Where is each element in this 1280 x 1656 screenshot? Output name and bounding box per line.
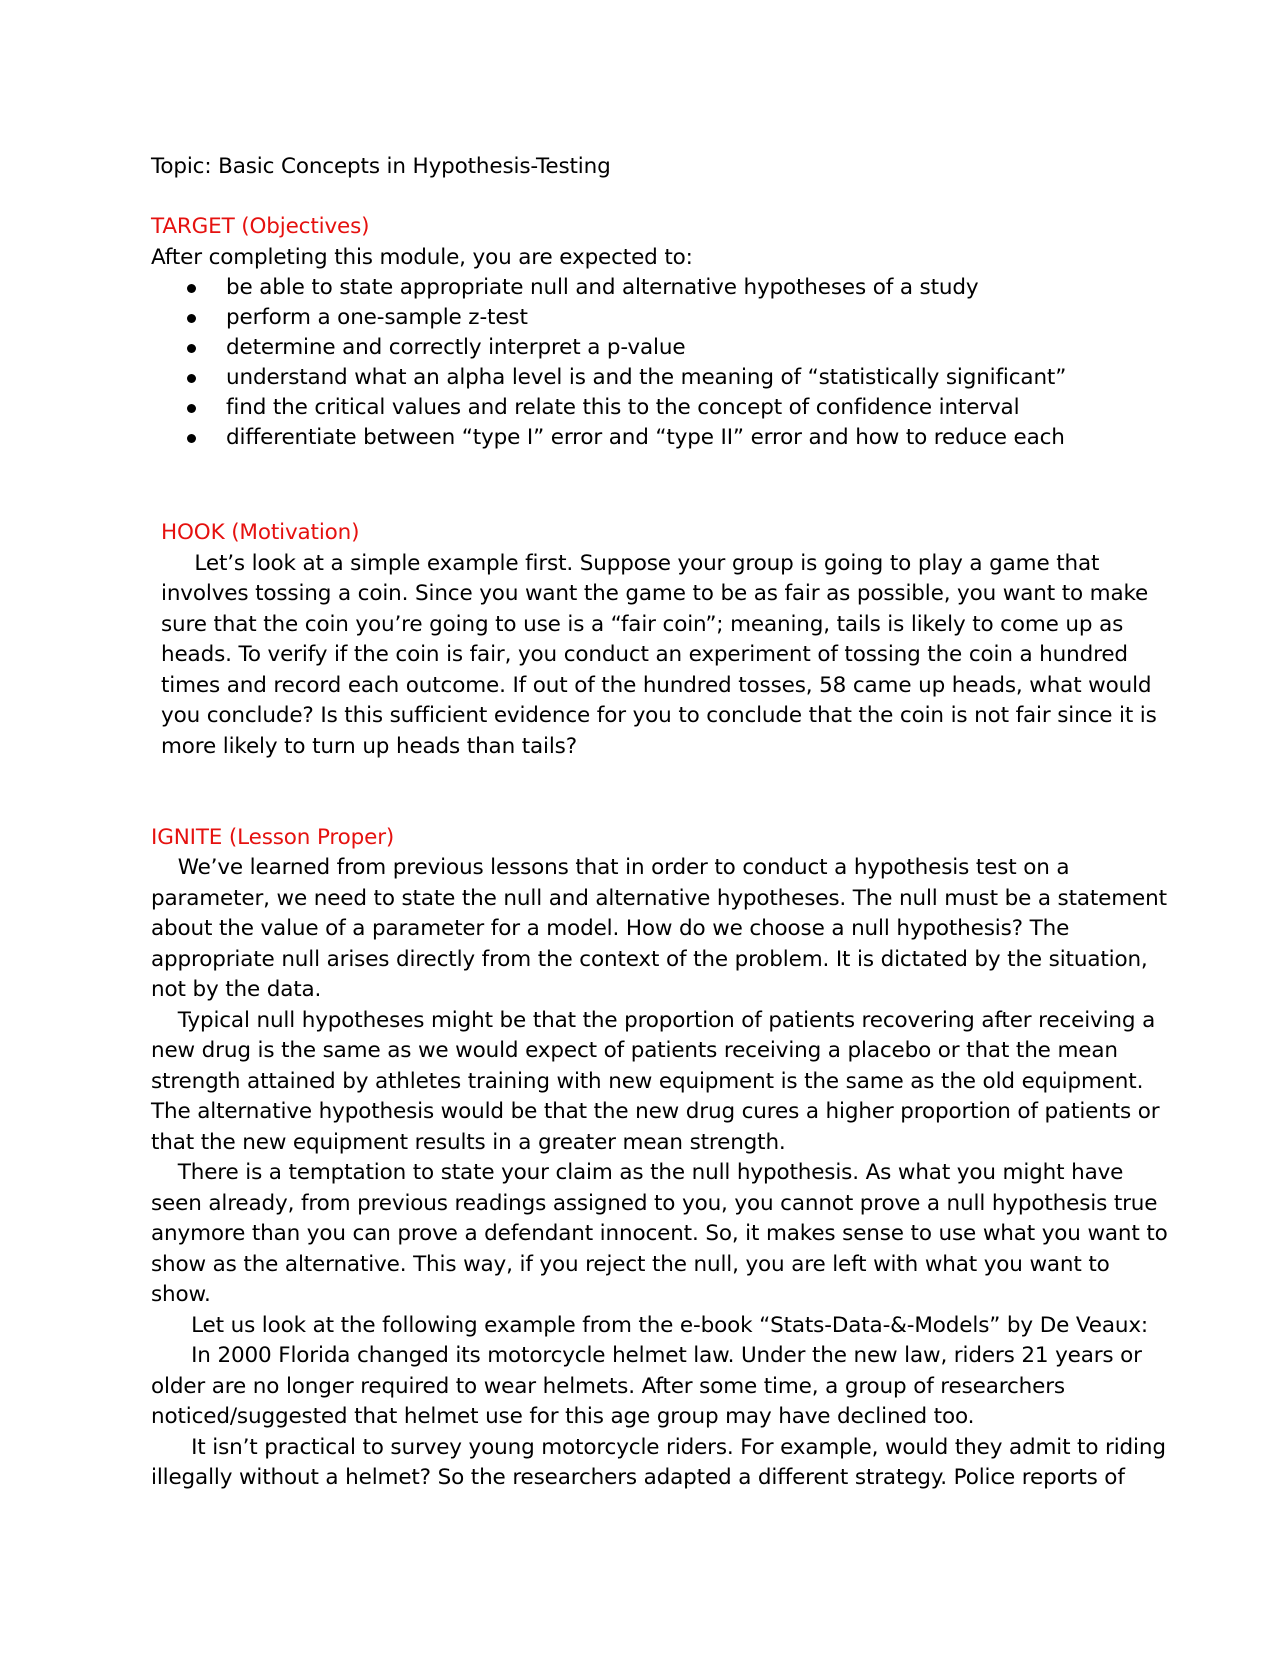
objective-text: find the critical values and relate this to the concept of confidence interval — [226, 395, 1020, 420]
paragraph-line: sure that the coin you’re going to use is a “fair coin”; meaning, tails is likely to come up as — [161, 612, 1124, 637]
paragraph-line: appropriate null arises directly from the context of the problem. It is dictated by the situation, — [151, 947, 1148, 972]
paragraph-line: noticed/suggested that helmet use for this age group may have declined too. — [151, 1404, 975, 1429]
paragraph-line: illegally without a helmet? So the researchers adapted a different strategy. Police reports of — [151, 1465, 1125, 1490]
paragraph-line: more likely to turn up heads than tails? — [161, 734, 577, 759]
paragraph-line: seen already, from previous readings assigned to you, you cannot prove a null hypothesis true — [151, 1191, 1158, 1216]
target-intro: After completing this module, you are expected to: — [151, 245, 693, 270]
bullet-icon — [187, 404, 196, 413]
objective-text: differentiate between “type I” error and “type II” error and how to reduce each — [226, 425, 1065, 450]
bullet-icon — [187, 434, 196, 443]
paragraph-line: new drug is the same as we would expect of patients receiving a placebo or that the mean — [151, 1038, 1118, 1063]
paragraph-line: anymore than you can prove a defendant innocent. So, it makes sense to use what you want to — [151, 1221, 1168, 1246]
paragraph-line: not by the data. — [151, 977, 322, 1002]
paragraph-line: It isn’t practical to survey young motorcycle riders. For example, would they admit to riding — [151, 1435, 1166, 1460]
paragraph-line: Typical null hypotheses might be that the proportion of patients recovering after receiving a — [151, 1008, 1156, 1033]
paragraph-line: involves tossing a coin. Since you want the game to be as fair as possible, you want to make — [161, 581, 1149, 606]
ignite-heading: IGNITE (Lesson Proper) — [151, 825, 395, 850]
paragraph-line: you conclude? Is this sufficient evidence for you to conclude that the coin is not fair since it is — [161, 703, 1157, 728]
paragraph-line: times and record each outcome. If out of the hundred tosses, 58 came up heads, what would — [161, 673, 1152, 698]
paragraph-line: Let us look at the following example from the e-book “Stats-Data-&-Models” by De Veaux: — [151, 1313, 1148, 1338]
bullet-icon — [187, 314, 196, 323]
topic-line: Topic: Basic Concepts in Hypothesis-Testing — [151, 154, 611, 179]
hook-heading: HOOK (Motivation) — [161, 520, 360, 545]
paragraph-line: show as the alternative. This way, if you reject the null, you are left with what you want to — [151, 1252, 1110, 1277]
paragraph-line: strength attained by athletes training with new equipment is the same as the old equipment. — [151, 1069, 1144, 1094]
bullet-icon — [187, 284, 196, 293]
paragraph-line: older are no longer required to wear helmets. After some time, a group of researchers — [151, 1374, 1065, 1399]
bullet-icon — [187, 344, 196, 353]
paragraph-line: There is a temptation to state your claim as the null hypothesis. As what you might have — [151, 1160, 1124, 1185]
paragraph-line: The alternative hypothesis would be that the new drug cures a higher proportion of patients or — [151, 1099, 1160, 1124]
paragraph-line: We’ve learned from previous lessons that in order to conduct a hypothesis test on a — [151, 855, 1070, 880]
paragraph-line: that the new equipment results in a greater mean strength. — [151, 1130, 786, 1155]
paragraph-line: In 2000 Florida changed its motorcycle helmet law. Under the new law, riders 21 years or — [151, 1343, 1142, 1368]
bullet-icon — [187, 374, 196, 383]
objective-text: understand what an alpha level is and the meaning of “statistically significant” — [226, 365, 1067, 390]
paragraph-line: parameter, we need to state the null and alternative hypotheses. The null must be a statement — [151, 886, 1167, 911]
paragraph-line: heads. To verify if the coin is fair, you conduct an experiment of tossing the coin a hundred — [161, 642, 1128, 667]
target-heading: TARGET (Objectives) — [151, 214, 370, 239]
objective-text: perform a one-sample z-test — [226, 305, 528, 330]
objective-text: determine and correctly interpret a p-value — [226, 335, 686, 360]
paragraph-line: show. — [151, 1282, 211, 1307]
paragraph-line: about the value of a parameter for a model. How do we choose a null hypothesis? The — [151, 916, 1070, 941]
objective-text: be able to state appropriate null and alternative hypotheses of a study — [226, 275, 979, 300]
paragraph-line: Let’s look at a simple example first. Suppose your group is going to play a game that — [161, 551, 1100, 576]
